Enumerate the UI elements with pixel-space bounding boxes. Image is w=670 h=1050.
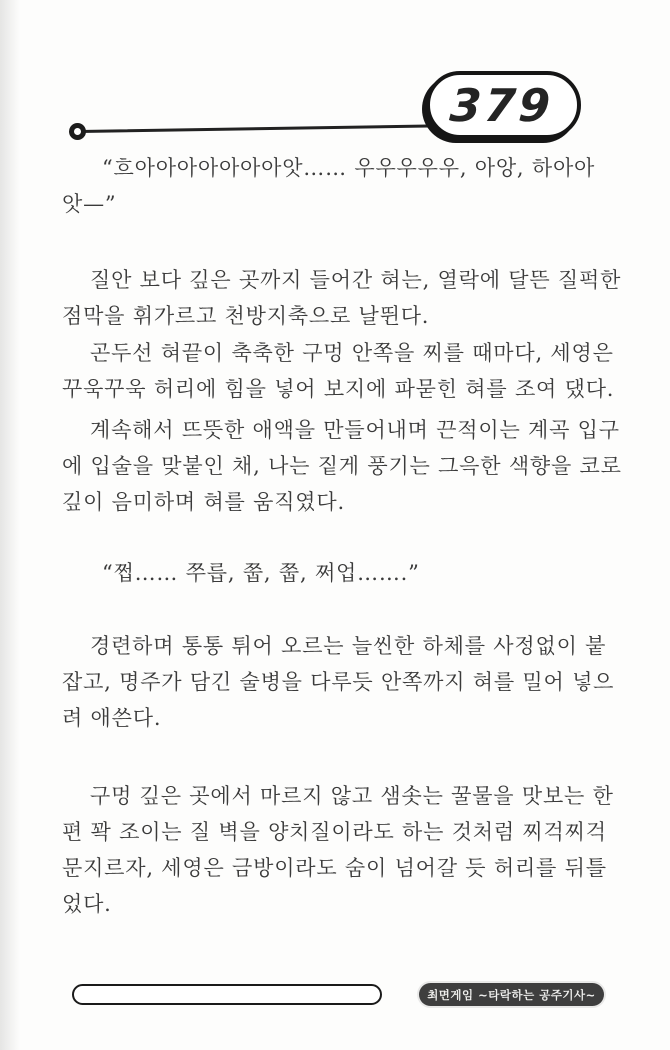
- text-line: 려 애쓴다.: [62, 706, 162, 730]
- text-line: 앗—”: [62, 192, 117, 216]
- text-line: 계속해서 뜨뜻한 애액을 만들어내며 끈적이는 계곡 입구: [90, 418, 620, 442]
- text-line: 깊이 음미하며 혀를 움직였다.: [62, 490, 345, 514]
- text-line: 에 입술을 맞붙인 채, 나는 짙게 풍기는 그윽한 색향을 코로: [62, 454, 622, 478]
- text-line: 점막을 휘가르고 천방지축으로 날뛴다.: [62, 304, 430, 328]
- text-line: 꾸욱꾸욱 허리에 힘을 넣어 보지에 파묻힌 혀를 조여 댔다.: [62, 377, 615, 401]
- paragraph-dialogue-2: [62, 555, 610, 591]
- text-line: 문지르자, 세영은 금방이라도 숨이 넘어갈 듯 허리를 뒤틀: [62, 856, 607, 880]
- page-edge-shadow: [0, 0, 20, 1050]
- paragraph-narrative-4: [62, 628, 615, 736]
- text-line: 경련하며 통통 튀어 오르는 늘씬한 하체를 사정없이 붙: [90, 634, 607, 658]
- paragraph-narrative-3: [62, 412, 622, 520]
- text-line: 곤두선 혀끝이 축축한 구멍 안쪽을 찌를 때마다, 세영은: [90, 341, 614, 365]
- paragraph-dialogue-1: [62, 150, 610, 222]
- paragraph-narrative-2: [62, 335, 615, 407]
- text-line: 잡고, 명주가 담긴 술병을 다루듯 안쪽까지 혀를 밀어 넣으: [62, 670, 615, 694]
- paragraph-narrative-5: [62, 778, 614, 922]
- footer-label-box: [72, 984, 382, 1005]
- page-number-badge: [426, 71, 581, 139]
- paragraph-narrative-1: [62, 262, 622, 334]
- text-line: 편 꽉 조이는 질 벽을 양치질이라도 하는 것처럼 찌걱찌걱: [62, 820, 607, 844]
- text-line: “흐아아아아아아아앗…… 우우우우우, 아앙, 하아아: [102, 156, 596, 180]
- text-line: “쩝…… 쭈릅, 쭙, 쭙, 쩌업…….”: [102, 561, 420, 585]
- text-line: 질안 보다 깊은 곳까지 들어간 혀는, 열락에 달뜬 질퍽한: [90, 268, 622, 292]
- series-title-badge: [419, 983, 604, 1006]
- header-rule-line: [78, 124, 430, 133]
- series-title: 최면게임 ~타락하는 공주기사~: [427, 987, 596, 1002]
- header-rule-end-circle-icon: [69, 123, 86, 140]
- page-number: 379: [448, 78, 555, 132]
- text-line: 구멍 깊은 곳에서 마르지 않고 샘솟는 꿀물을 맛보는 한: [90, 784, 614, 808]
- text-line: 었다.: [62, 892, 112, 916]
